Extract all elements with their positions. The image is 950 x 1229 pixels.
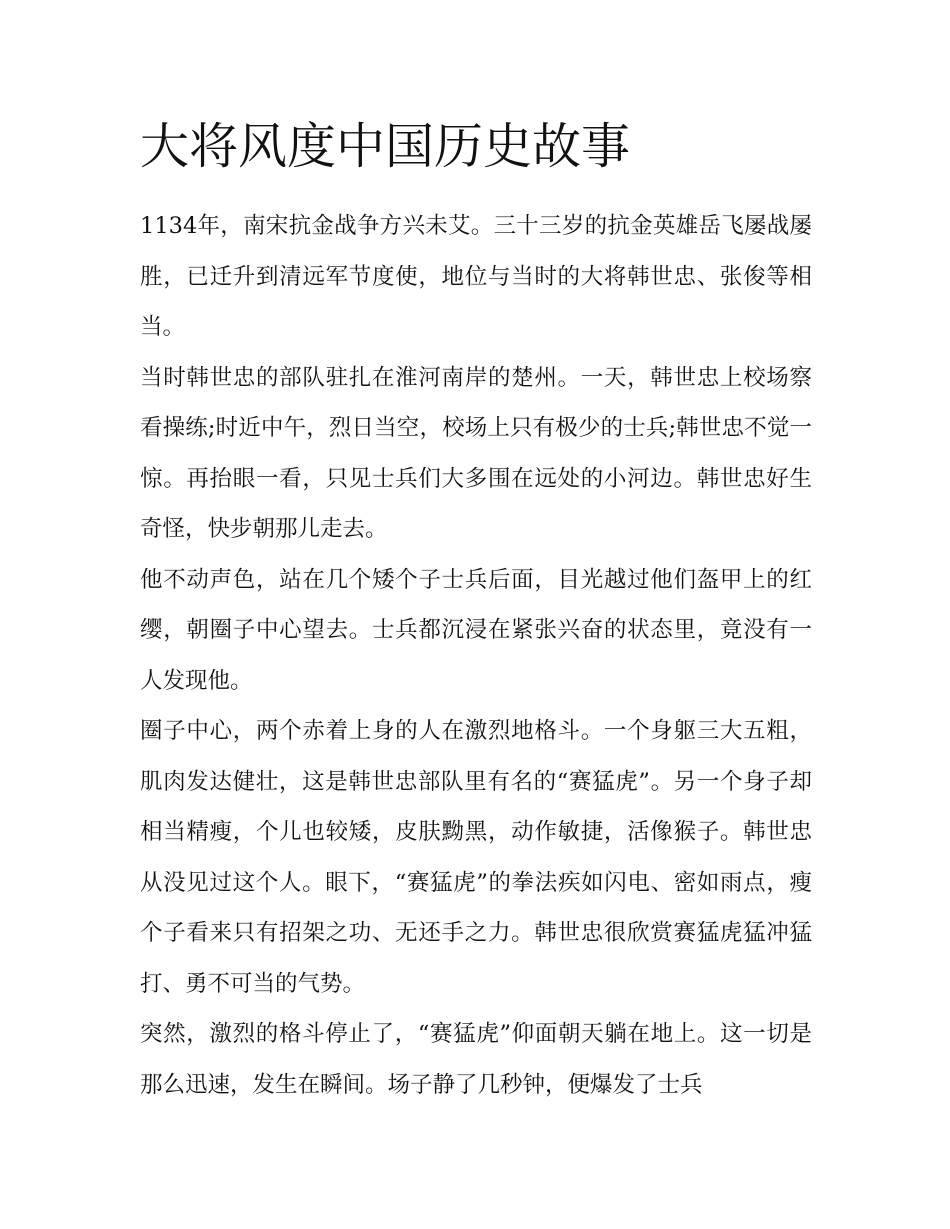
paragraph: 突然，激烈的格斗停止了，“赛猛虎”仰面朝天躺在地上。这一切是那么迅速，发生在瞬间。场子静了几秒钟，便爆发了士兵 [140, 1021, 812, 1098]
paragraph: 圈子中心，两个赤着上身的人在激烈地格斗。一个身躯三大五粗，肌肉发达健壮，这是韩世忠部队里有名的“赛猛虎”。另一个身子却相当精瘦，个儿也较矮，皮肤黝黑，动作敏捷，活像猴子。韩世忠从没见过这个人。眼下，“赛猛虎”的拳法疾如闪电、密如雨点，瘦个子看来只有招架之功、无还手之力。韩世忠很欣赏赛猛虎猛冲猛打、勇不可当的气势。 [140, 718, 812, 997]
paragraph: 当时韩世忠的部队驻扎在淮河南岸的楚州。一天，韩世忠上校场察看操练;时近中午，烈日当空，校场上只有极少的士兵;韩世忠不觉一惊。再抬眼一看，只见士兵们大多围在远处的小河边。韩世忠好生奇怪，快步朝那儿走去。 [140, 364, 812, 542]
document-body [140, 201, 812, 1110]
document-page [140, 112, 812, 1110]
document-title: 大将风度中国历史故事 [140, 118, 631, 175]
paragraph: 1134年，南宋抗金战争方兴未艾。三十三岁的抗金英雄岳飞屡战屡胜，已迁升到清远军节度使，地位与当时的大将韩世忠、张俊等相当。 [140, 213, 812, 340]
paragraph: 他不动声色，站在几个矮个子士兵后面，目光越过他们盔甲上的红缨，朝圈子中心望去。士兵都沉浸在紧张兴奋的状态里，竟没有一人发现他。 [140, 566, 812, 694]
